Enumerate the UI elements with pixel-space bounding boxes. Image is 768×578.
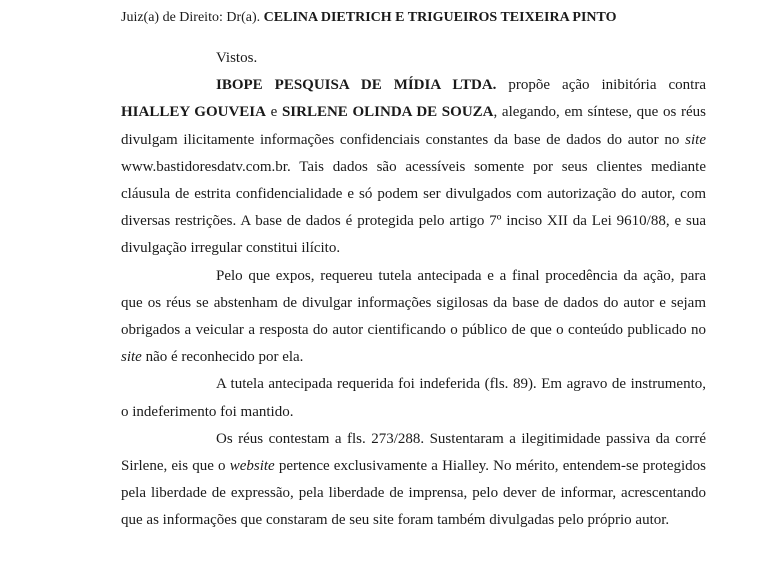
paragraph-injunction: A tutela antecipada requerida foi indeferida (fls. 89). Em agravo de instrumento, o indeferimento foi mantido. <box>121 376 706 420</box>
paragraph-defense-text-2: pertence exclusivamente a Hialley. No mérito, entendem-se protegidos pela liberdade de expressão, pela liberdade de imprensa, pelo dever de informar, acrescentando que as informações que constaram de seu site foram também divulgadas pelo próprio autor. <box>121 458 706 529</box>
paragraph-claim-text-4: www.bastidoresdatv.com.br. Tais dados são acessíveis somente por seus clientes mediante cláusula de estrita confidencialidade e só podem ser divulgados com autorização do autor, com diversas restrições. A base de dados é protegida pelo artigo 7º inciso XII da Lei 9610/88, e sua divulgação irregular constitui ilícito. <box>121 158 706 257</box>
decision-body <box>121 45 706 535</box>
defendant-2-name: SIRLENE OLINDA DE SOUZA <box>281 104 494 121</box>
site-word: site <box>121 349 142 366</box>
defendant-1-name: HIALLEY GOUVEIA <box>121 104 266 121</box>
site-word: site <box>685 131 706 148</box>
paragraph-claim <box>121 72 706 262</box>
judge-label: Juiz(a) de Direito: Dr(a). <box>121 10 264 25</box>
paragraph-requests <box>121 263 706 372</box>
paragraph-requests-text-1: Pelo que expos, requereu tutela antecipada e a final procedência da ação, para que os réus se abstenham de divulgar informações sigilosas da base de dados do autor e sejam obrigados a veicular a resposta do autor cientificando o público de que o conteúdo publicado no <box>121 267 706 339</box>
website-word: website <box>229 458 275 475</box>
paragraph-claim-text-2: e <box>265 104 282 121</box>
judge-line <box>121 8 617 28</box>
plaintiff-name: IBOPE PESQUISA DE MÍDIA LTDA. <box>216 77 497 94</box>
judge-name: CELINA DIETRICH E TRIGUEIROS TEIXEIRA PINTO <box>263 10 617 25</box>
paragraph-defense <box>121 426 706 535</box>
paragraph-vistos: Vistos. <box>216 50 258 66</box>
paragraph-requests-text-2: não é reconhecido por ela. <box>141 349 304 366</box>
paragraph-claim-text-3: , alegando, em síntese, que os réus divulgam ilicitamente informações confidenciais constantes da base de dados do autor no <box>121 104 706 148</box>
paragraph-defense-text-1: Os réus contestam a fls. 273/288. Sustentaram a ilegitimidade passiva da corré Sirlene, eis que o <box>121 430 706 475</box>
paragraph-claim-text-1: propõe ação inibitória contra <box>496 77 706 94</box>
